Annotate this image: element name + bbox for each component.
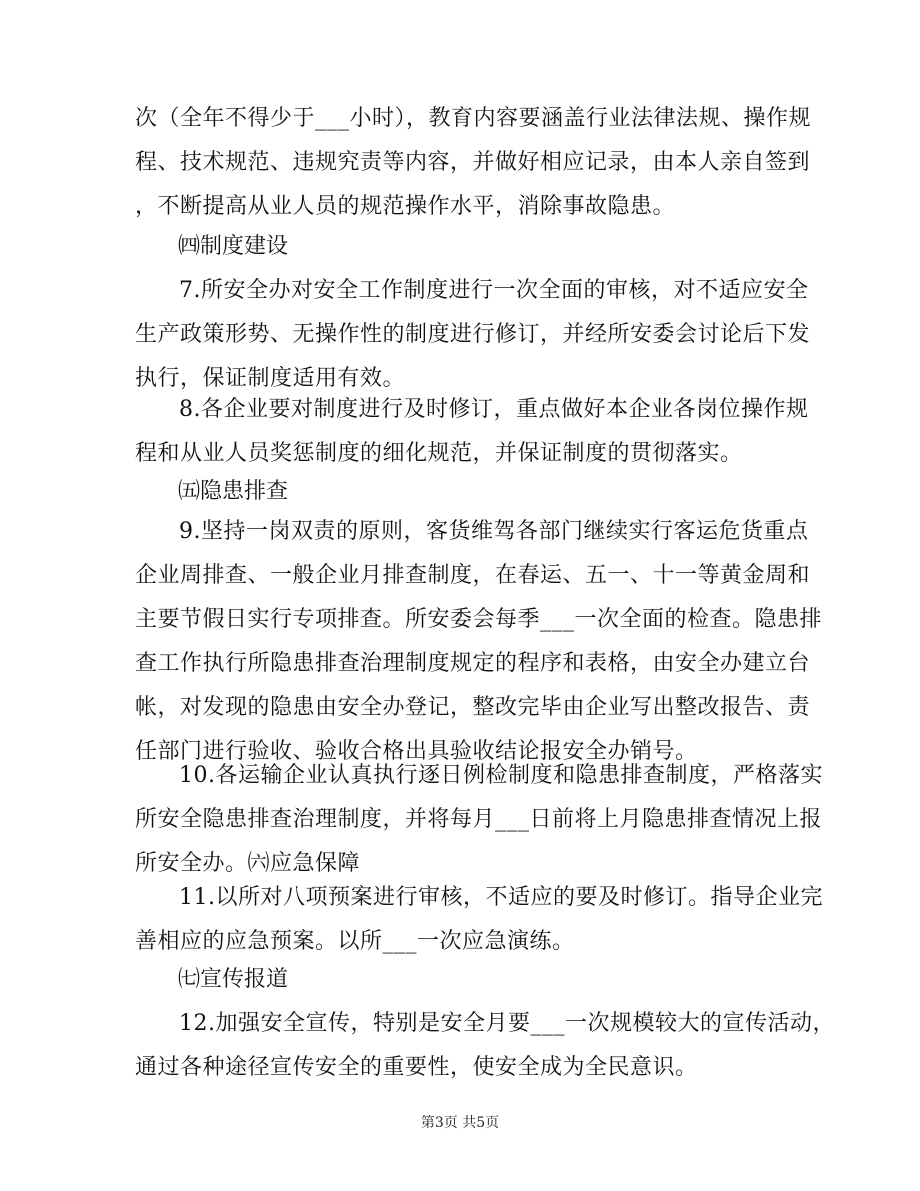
page-number-footer: 第3页 共5页	[420, 1115, 500, 1131]
text-line: 执行，保证制度适用有效。	[135, 366, 406, 391]
text-line: 企业周排查、一般企业月排查制度，在春运、五一、十一等黄金周和	[135, 563, 811, 588]
text-line: 所安全隐患排查治理制度，并将每月___日前将上月隐患排查情况上报	[135, 807, 823, 832]
paragraph-item-12	[135, 1002, 835, 1090]
text-line: 主要节假日实行专项排查。所安委会每季___一次全面的检查。隐患排	[135, 607, 823, 632]
section-heading-hazard-inspection: ㈤隐患排查	[178, 479, 289, 504]
text-line: 8.各企业要对制度进行及时修订，重点做好本企业各岗位操作规	[179, 397, 809, 422]
paragraph-item-8	[135, 388, 809, 476]
paragraph-item-9	[135, 510, 823, 774]
text-line: 11.以所对八项预案进行审核，不适应的要及时修订。指导企业完	[179, 885, 823, 910]
text-line: 善相应的应急预案。以所___一次应急演练。	[135, 929, 575, 954]
text-line: 程、技术规范、违规究责等内容，并做好相应记录，由本人亲自签到	[135, 150, 811, 175]
text-line: 通过各种途径宣传安全的重要性，使安全成为全民意识。	[135, 1055, 698, 1080]
text-line: 次（全年不得少于___小时），教育内容要涵盖行业法律法规、操作规	[135, 106, 812, 131]
text-line: 任部门进行验收、验收合格出具验收结论报安全办销号。	[135, 739, 698, 764]
section-heading-system-building: ㈣制度建设	[178, 234, 289, 259]
text-line: 生产政策形势、无操作性的制度进行修订，并经所安委会讨论后下发	[135, 322, 811, 347]
text-line: 程和从业人员奖惩制度的细化规范，并保证制度的贯彻落实。	[135, 441, 743, 466]
section-heading-publicity: ㈦宣传报道	[178, 967, 289, 992]
text-line: ，不断提高从业人员的规范操作水平，消除事故隐患。	[135, 194, 676, 219]
paragraph-training	[135, 97, 812, 229]
text-line: 9.坚持一岗双责的原则，客货维驾各部门继续实行客运危货重点	[179, 519, 809, 544]
text-line: 12.加强安全宣传，特别是安全月要___一次规模较大的宣传活动，	[179, 1011, 835, 1036]
paragraph-item-7	[135, 269, 811, 401]
text-line: 帐，对发现的隐患由安全办登记，整改完毕由企业写出整改报告、责	[135, 695, 811, 720]
text-line: 查工作执行所隐患排查治理制度规定的程序和表格，由安全办建立台	[135, 651, 811, 676]
paragraph-item-11	[135, 876, 823, 964]
text-line: 7.所安全办对安全工作制度进行一次全面的审核，对不适应安全	[179, 278, 809, 303]
paragraph-item-10	[135, 754, 823, 886]
text-line: 所安全办。㈥应急保障	[135, 851, 361, 876]
text-line: 10.各运输企业认真执行逐日例检制度和隐患排查制度，严格落实	[179, 763, 823, 788]
